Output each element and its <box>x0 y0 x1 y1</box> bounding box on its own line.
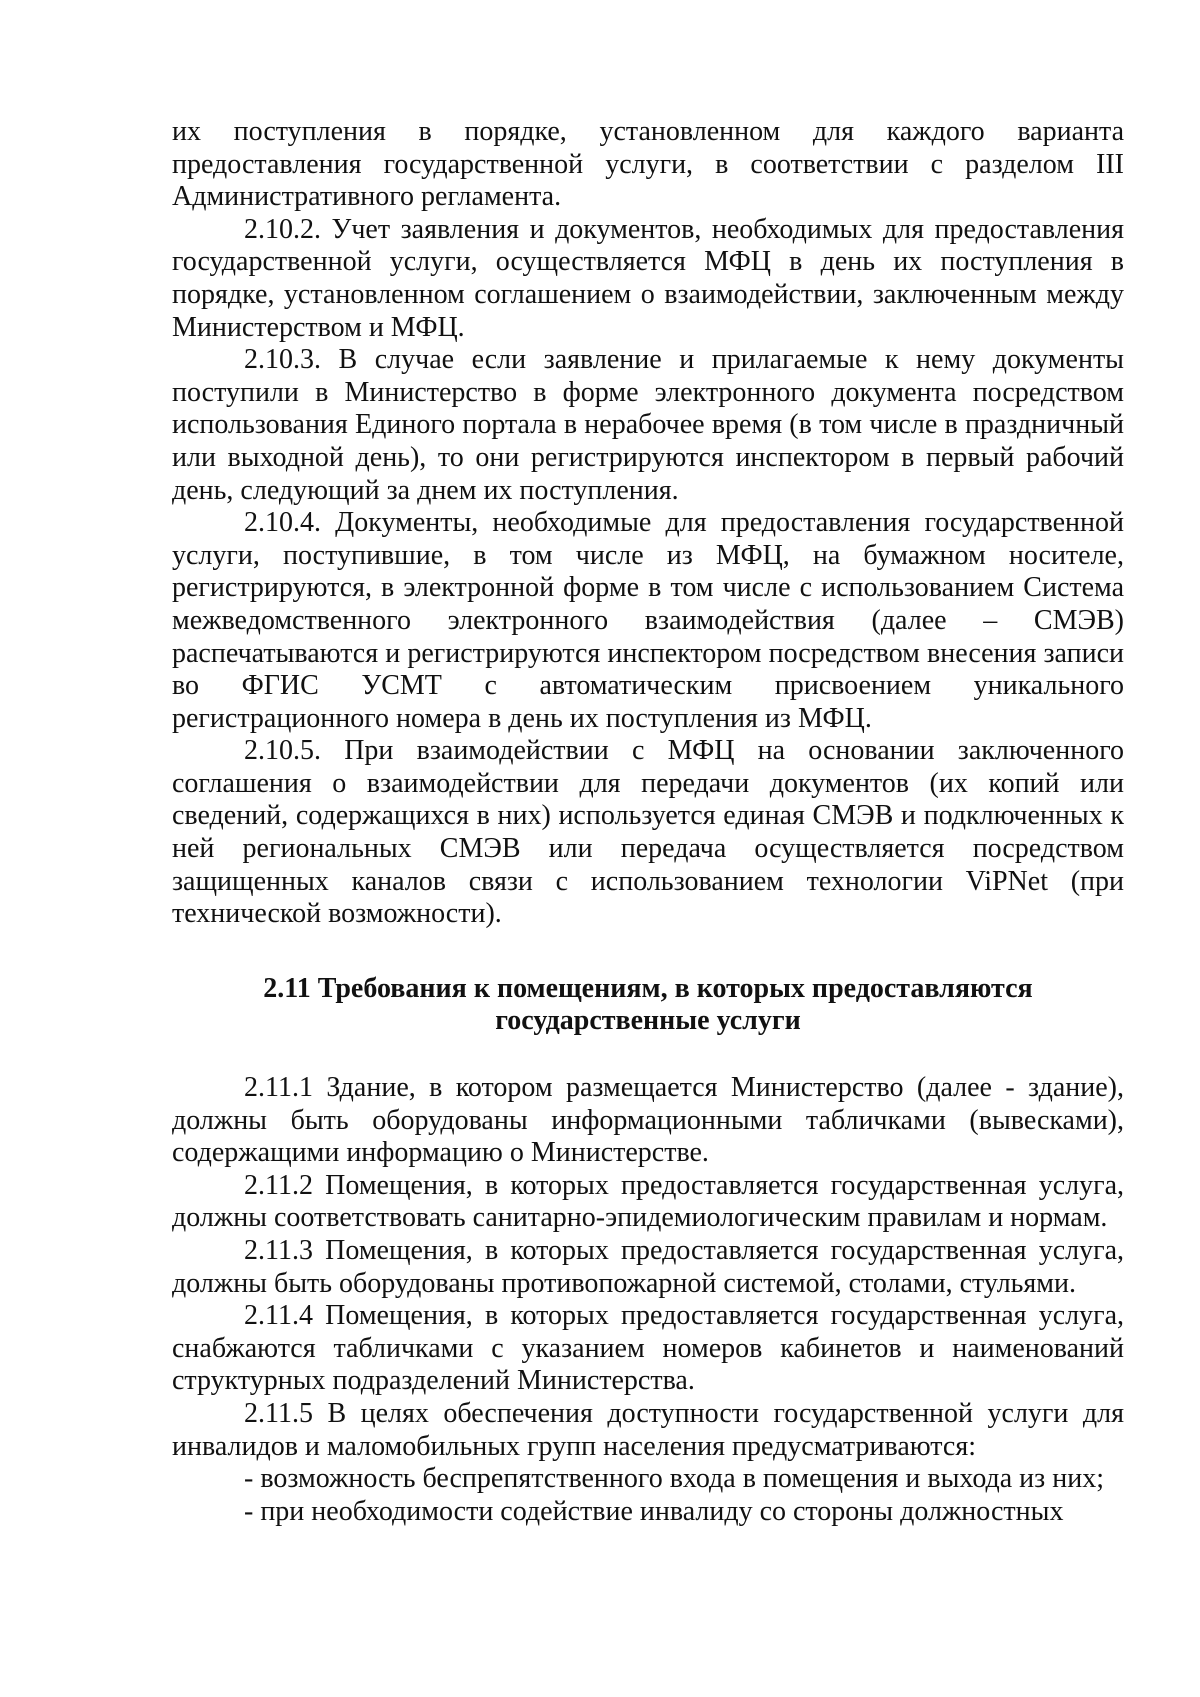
document-page <box>172 116 1124 1528</box>
section-heading-line-2: государственные услуги <box>495 1005 801 1037</box>
paragraph-2-11-3: 2.11.3 Помещения, в которых предоставляется государственная услуга, должны быть оборудованы противопожарной системой, столами, стульями. <box>172 1235 1124 1299</box>
paragraph-continuation: их поступления в порядке, установленном для каждого варианта предоставления государственной услуги, в соответствии с разделом III Административного регламента. <box>172 116 1124 213</box>
paragraph-2-11-1: 2.11.1 Здание, в котором размещается Министерство (далее - здание), должны быть оборудованы информационными табличками (вывесками), содержащими информацию о Министерстве. <box>172 1072 1124 1169</box>
list-item-assistance: - при необходимости содействие инвалиду со стороны должностных <box>244 1495 1064 1527</box>
list-item-entrance: - возможность беспрепятственного входа в помещения и выхода из них; <box>244 1463 1104 1495</box>
paragraph-2-10-4: 2.10.4. Документы, необходимые для предоставления государственной услуги, поступившие, в том числе из МФЦ, на бумажном носителе, регистрируются, в электронной форме в том числе с использованием Система межведомственного электронного взаимодействия (далее – СМЭВ) распечатываются и регистрируются инспектором посредством внесения записи во ФГИС УСМТ с автоматическим присвоением уникального регистрационного номера в день их поступления из МФЦ. <box>172 507 1124 734</box>
section-heading-2-11 <box>172 973 1124 1038</box>
section-heading-line-1: 2.11 Требования к помещениям, в которых предоставляются <box>263 972 1033 1004</box>
paragraph-2-10-2: 2.10.2. Учет заявления и документов, необходимых для предоставления государственной услуги, осуществляется МФЦ в день их поступления в порядке, установленном соглашением о взаимодействии, заключенным между Министерством и МФЦ. <box>172 213 1124 343</box>
paragraph-2-11-5: 2.11.5 В целях обеспечения доступности государственной услуги для инвалидов и маломобильных групп населения предусматриваются: <box>172 1397 1124 1462</box>
paragraph-2-11-2: 2.11.2 Помещения, в которых предоставляется государственная услуга, должны соответствовать санитарно-эпидемиологическим правилам и нормам. <box>172 1169 1124 1234</box>
paragraph-2-10-3: 2.10.3. В случае если заявление и прилагаемые к нему документы поступили в Министерство в форме электронного документа посредством использования Единого портала в нерабочее время (в том числе в праздничный или выходной день), то они регистрируются инспектором в первый рабочий день, следующий за днем их поступления. <box>172 344 1124 506</box>
paragraph-2-10-5: 2.10.5. При взаимодействии с МФЦ на основании заключенного соглашения о взаимодействии для передачи документов (их копий или сведений, содержащихся в них) используется единая СМЭВ и подключенных к ней региональных СМЭВ или передача осуществляется посредством защищенных каналов связи с использованием технологии ViPNet (при технической возможности). <box>172 735 1124 930</box>
paragraph-2-11-4: 2.11.4 Помещения, в которых предоставляется государственная услуга, снабжаются табличками с указанием номеров кабинетов и наименований структурных подразделений Министерства. <box>172 1300 1124 1397</box>
